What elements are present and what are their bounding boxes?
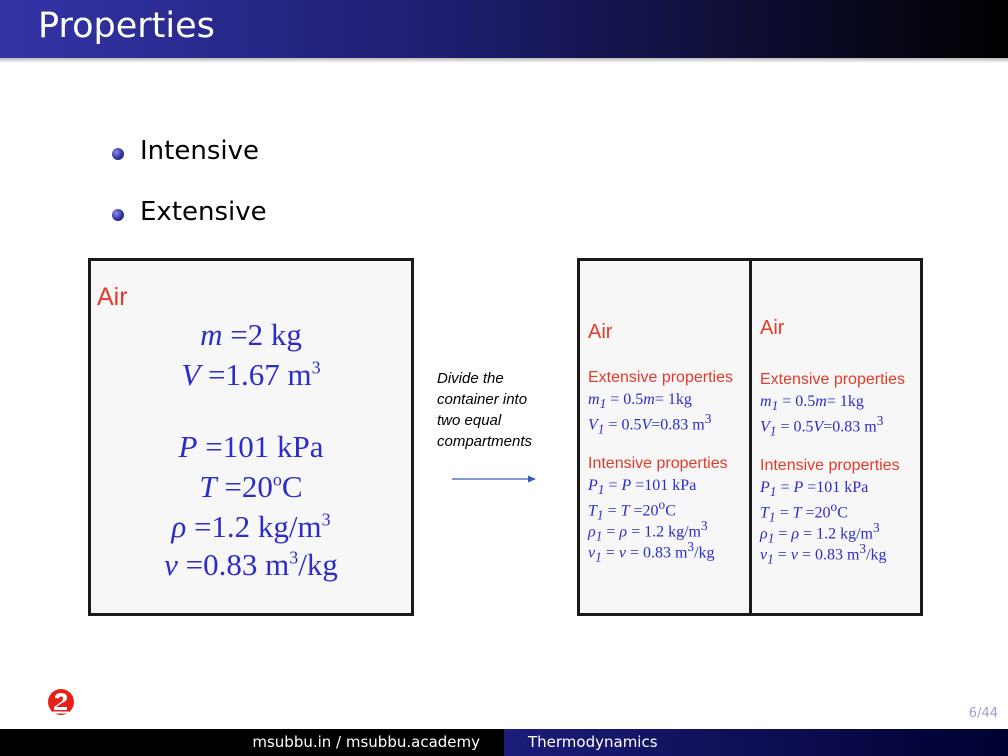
footer-website: msubbu.in / msubbu.academy <box>252 733 480 751</box>
footer <box>0 729 1008 756</box>
compartment-left <box>580 261 749 613</box>
specific-volume-line: $v_1 = v = 0.83$ $m^3/kg$ <box>588 539 715 565</box>
specific-volume-line: v =0.83 $m^3/kg$ <box>164 547 338 582</box>
density-line: $\rho_1 = \rho = 1.2$ $kg/m^3$ <box>760 520 880 546</box>
density-line: $\rho_1 = \rho = 1.2$ $kg/m^3$ <box>588 518 708 544</box>
air-label: Air <box>588 321 613 343</box>
divided-container-figure <box>577 258 923 616</box>
mass-line: $m_1 = 0.5m= 1kg$ <box>588 391 692 412</box>
specific-volume-line: $v_1 = v = 0.83$ $m^3/kg$ <box>760 541 887 567</box>
temperature-line: $T =20^oC$ <box>199 469 303 504</box>
density-line: ρ =1.2 $kg/m^3$ <box>171 509 331 544</box>
air-label: Air <box>760 317 785 339</box>
msubbu-logo-icon <box>47 688 75 716</box>
temperature-line: $T_1 = T =20^oC$ <box>760 499 848 525</box>
slide-title: Properties <box>38 6 215 46</box>
footer-course: Thermodynamics <box>504 729 1008 756</box>
bullet-dot-icon <box>112 209 124 221</box>
volume-line: $V_1 = 0.5V=0.83$ $m^3$ <box>588 411 712 437</box>
intensive-heading: Intensive properties <box>760 457 900 474</box>
volume-line: $V_1 = 0.5V=0.83$ $m^3$ <box>760 413 884 439</box>
extensive-heading: Extensive properties <box>760 371 905 388</box>
volume-line: V =1.67 $m^3$ <box>181 357 321 392</box>
container-figure <box>88 258 414 616</box>
extensive-heading: Extensive properties <box>588 369 733 386</box>
title-shadow <box>0 58 1008 63</box>
bullet-dot-icon <box>112 148 124 160</box>
pressure-line: P =101 kPa <box>178 429 324 464</box>
intensive-heading: Intensive properties <box>588 455 728 472</box>
pressure-line: $P_1 = P =101$ kPa <box>588 477 697 498</box>
divide-instruction: Divide the container into two equal compartments <box>437 370 533 450</box>
compartment-right <box>752 261 920 613</box>
temperature-line: $T_1 = T =20^oC$ <box>588 497 676 523</box>
page-number: 6/44 <box>968 706 998 721</box>
air-label: Air <box>97 283 128 311</box>
pressure-line: $P_1 = P =101$ kPa <box>760 479 869 500</box>
right-arrow-icon <box>452 473 536 485</box>
title-bar <box>0 0 1008 58</box>
mass-line: m =2 kg <box>200 317 302 352</box>
mass-line: $m_1 = 0.5m= 1kg$ <box>760 393 864 414</box>
